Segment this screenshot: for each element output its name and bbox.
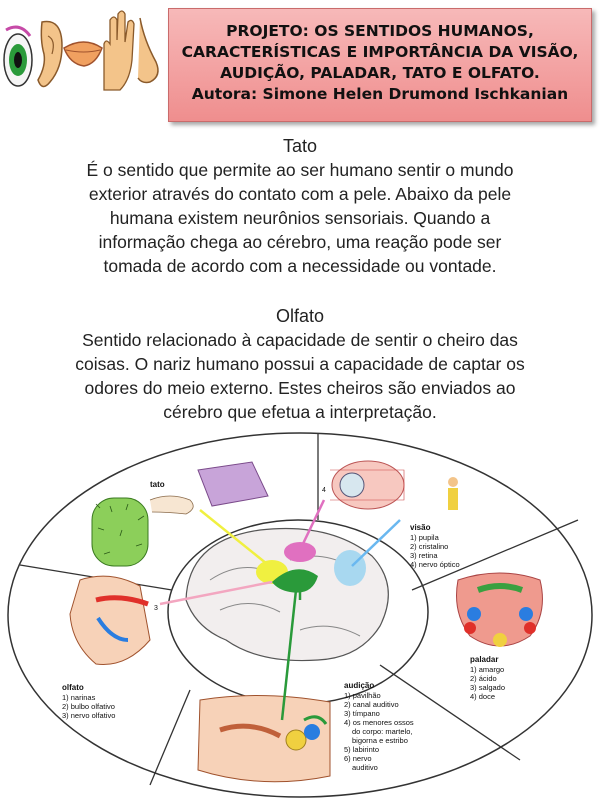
audicao-item-4b: do corpo: martelo,: [352, 727, 413, 736]
nose-icon: [138, 18, 158, 83]
olfato-marker-3: 3: [154, 605, 158, 612]
author-line: Autora: Simone Helen Drumond Ischkanian: [191, 85, 569, 103]
tato-line-3: humana existem neurônios sensoriais. Quando a: [109, 208, 491, 228]
audicao-item-6b: auditivo: [352, 763, 378, 772]
olfato-line-2: coisas. O nariz humano possui a capacidade de captar os: [75, 354, 525, 374]
tato-line-5: tomada de acordo com a necessidade ou vontade.: [103, 256, 497, 276]
tato-line-1: É o sentido que permite ao ser humano sentir o mundo: [86, 160, 514, 180]
tato-section: [20, 134, 580, 278]
senses-diagram: [0, 430, 600, 800]
senses-icons: [0, 0, 170, 100]
visao-item-4: 4) nervo óptico: [410, 560, 460, 569]
paladar-item-4: 4) doce: [470, 692, 496, 701]
olfato-line-3: odores do meio externo. Estes cheiros são enviados ao: [84, 378, 516, 398]
audicao-item-6: 6) nervo: [344, 754, 372, 763]
audicao-item-5: 5) labirinto: [344, 745, 380, 754]
audicao-item-4c: bigorna e estribo: [352, 736, 408, 745]
audicao-item-1: 1) pavilhão: [344, 691, 381, 700]
visao-item-2: 2) cristalino: [410, 542, 449, 551]
visao-item-1: 1) pupila: [410, 533, 439, 542]
olfato-line-1: Sentido relacionado à capacidade de sentir o cheiro das: [82, 330, 518, 350]
tato-line-2: exterior através do contato com a pele. Abaixo da pele: [88, 184, 512, 204]
olfato-item-2: 2) bulbo olfativo: [62, 702, 115, 711]
title-banner: [168, 8, 592, 122]
paladar-label: paladar: [470, 655, 499, 664]
paladar-item-1: 1) amargo: [470, 665, 505, 674]
ear-icon: [38, 22, 62, 87]
visao-marker-4: 4: [322, 487, 326, 494]
olfato-section: [20, 304, 580, 424]
title-line-1: PROJETO: OS SENTIDOS HUMANOS,: [226, 22, 534, 40]
olfato-item-3: 3) nervo olfativo: [62, 711, 116, 720]
title-line-2: CARACTERÍSTICAS E IMPORTÂNCIA DA VISÃO,: [181, 43, 579, 61]
olfato-label: olfato: [62, 683, 84, 692]
paladar-item-2: 2) ácido: [470, 674, 497, 683]
audicao-item-4: 4) os menores ossos: [344, 718, 414, 727]
visao-label: visão: [410, 523, 431, 532]
olfato-item-1: 1) narinas: [62, 693, 96, 702]
mouth-icon: [64, 42, 102, 66]
olfato-heading: Olfato: [275, 306, 325, 326]
audicao-label: audição: [344, 681, 375, 690]
tato-line-4: informação chega ao cérebro, uma reação pode ser: [98, 232, 502, 252]
brain-taste-area: [284, 542, 316, 562]
audicao-item-3: 3) tímpano: [344, 709, 380, 718]
tato-label: tato: [150, 480, 165, 489]
paladar-item-3: 3) salgado: [470, 683, 506, 692]
visao-item-3: 3) retina: [410, 551, 438, 560]
hand-icon: [104, 11, 134, 90]
olfato-line-4: cérebro que efetua a interpretação.: [163, 402, 437, 422]
audicao-item-2: 2) canal auditivo: [344, 700, 399, 709]
eye-icon: [4, 27, 32, 86]
tato-heading: Tato: [282, 136, 318, 156]
title-line-3: AUDIÇÃO, PALADAR, TATO E OLFATO.: [220, 64, 540, 82]
brain-vision-area: [334, 550, 366, 586]
